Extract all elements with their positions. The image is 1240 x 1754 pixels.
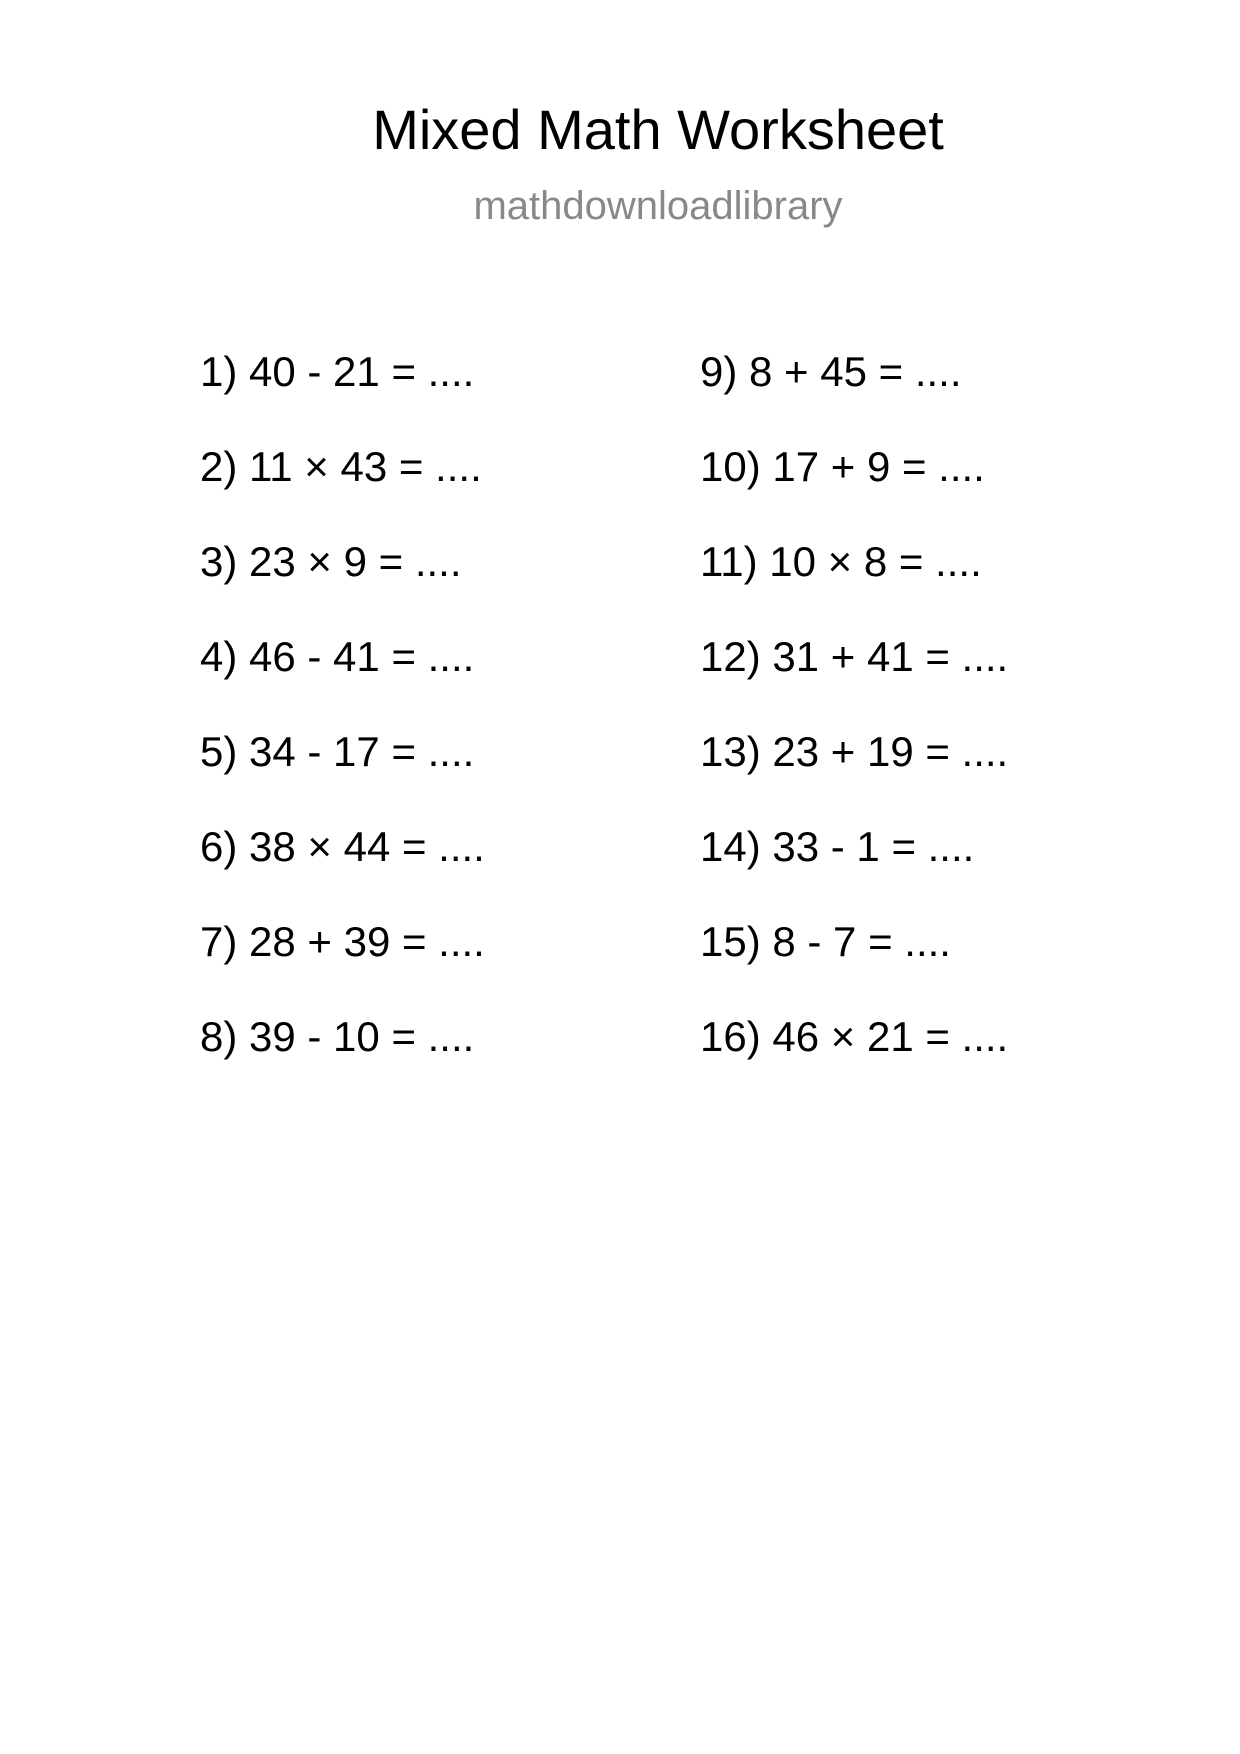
problem-15: 15) 8 - 7 = .... xyxy=(700,918,951,965)
problem-8: 8) 39 - 10 = .... xyxy=(200,1013,475,1060)
problem-6: 6) 38 × 44 = .... xyxy=(200,823,485,870)
problem-11: 11) 10 × 8 = .... xyxy=(700,538,982,585)
problem-10: 10) 17 + 9 = .... xyxy=(700,443,985,490)
problem-column-left xyxy=(200,348,485,1108)
problem-4: 4) 46 - 41 = .... xyxy=(200,633,475,680)
problem-5: 5) 34 - 17 = .... xyxy=(200,728,475,775)
problem-16: 16) 46 × 21 = .... xyxy=(700,1013,1009,1060)
problem-2: 2) 11 × 43 = .... xyxy=(200,443,482,490)
problem-13: 13) 23 + 19 = .... xyxy=(700,728,1009,775)
page-title: Mixed Math Worksheet xyxy=(372,98,944,161)
problem-9: 9) 8 + 45 = .... xyxy=(700,348,962,395)
problem-1: 1) 40 - 21 = .... xyxy=(200,348,475,395)
problem-12: 12) 31 + 41 = .... xyxy=(700,633,1009,680)
problem-3: 3) 23 × 9 = .... xyxy=(200,538,462,585)
problem-14: 14) 33 - 1 = .... xyxy=(700,823,975,870)
problem-column-right xyxy=(700,348,1008,1108)
page-subtitle: mathdownloadlibrary xyxy=(473,184,843,228)
problem-7: 7) 28 + 39 = .... xyxy=(200,918,485,965)
